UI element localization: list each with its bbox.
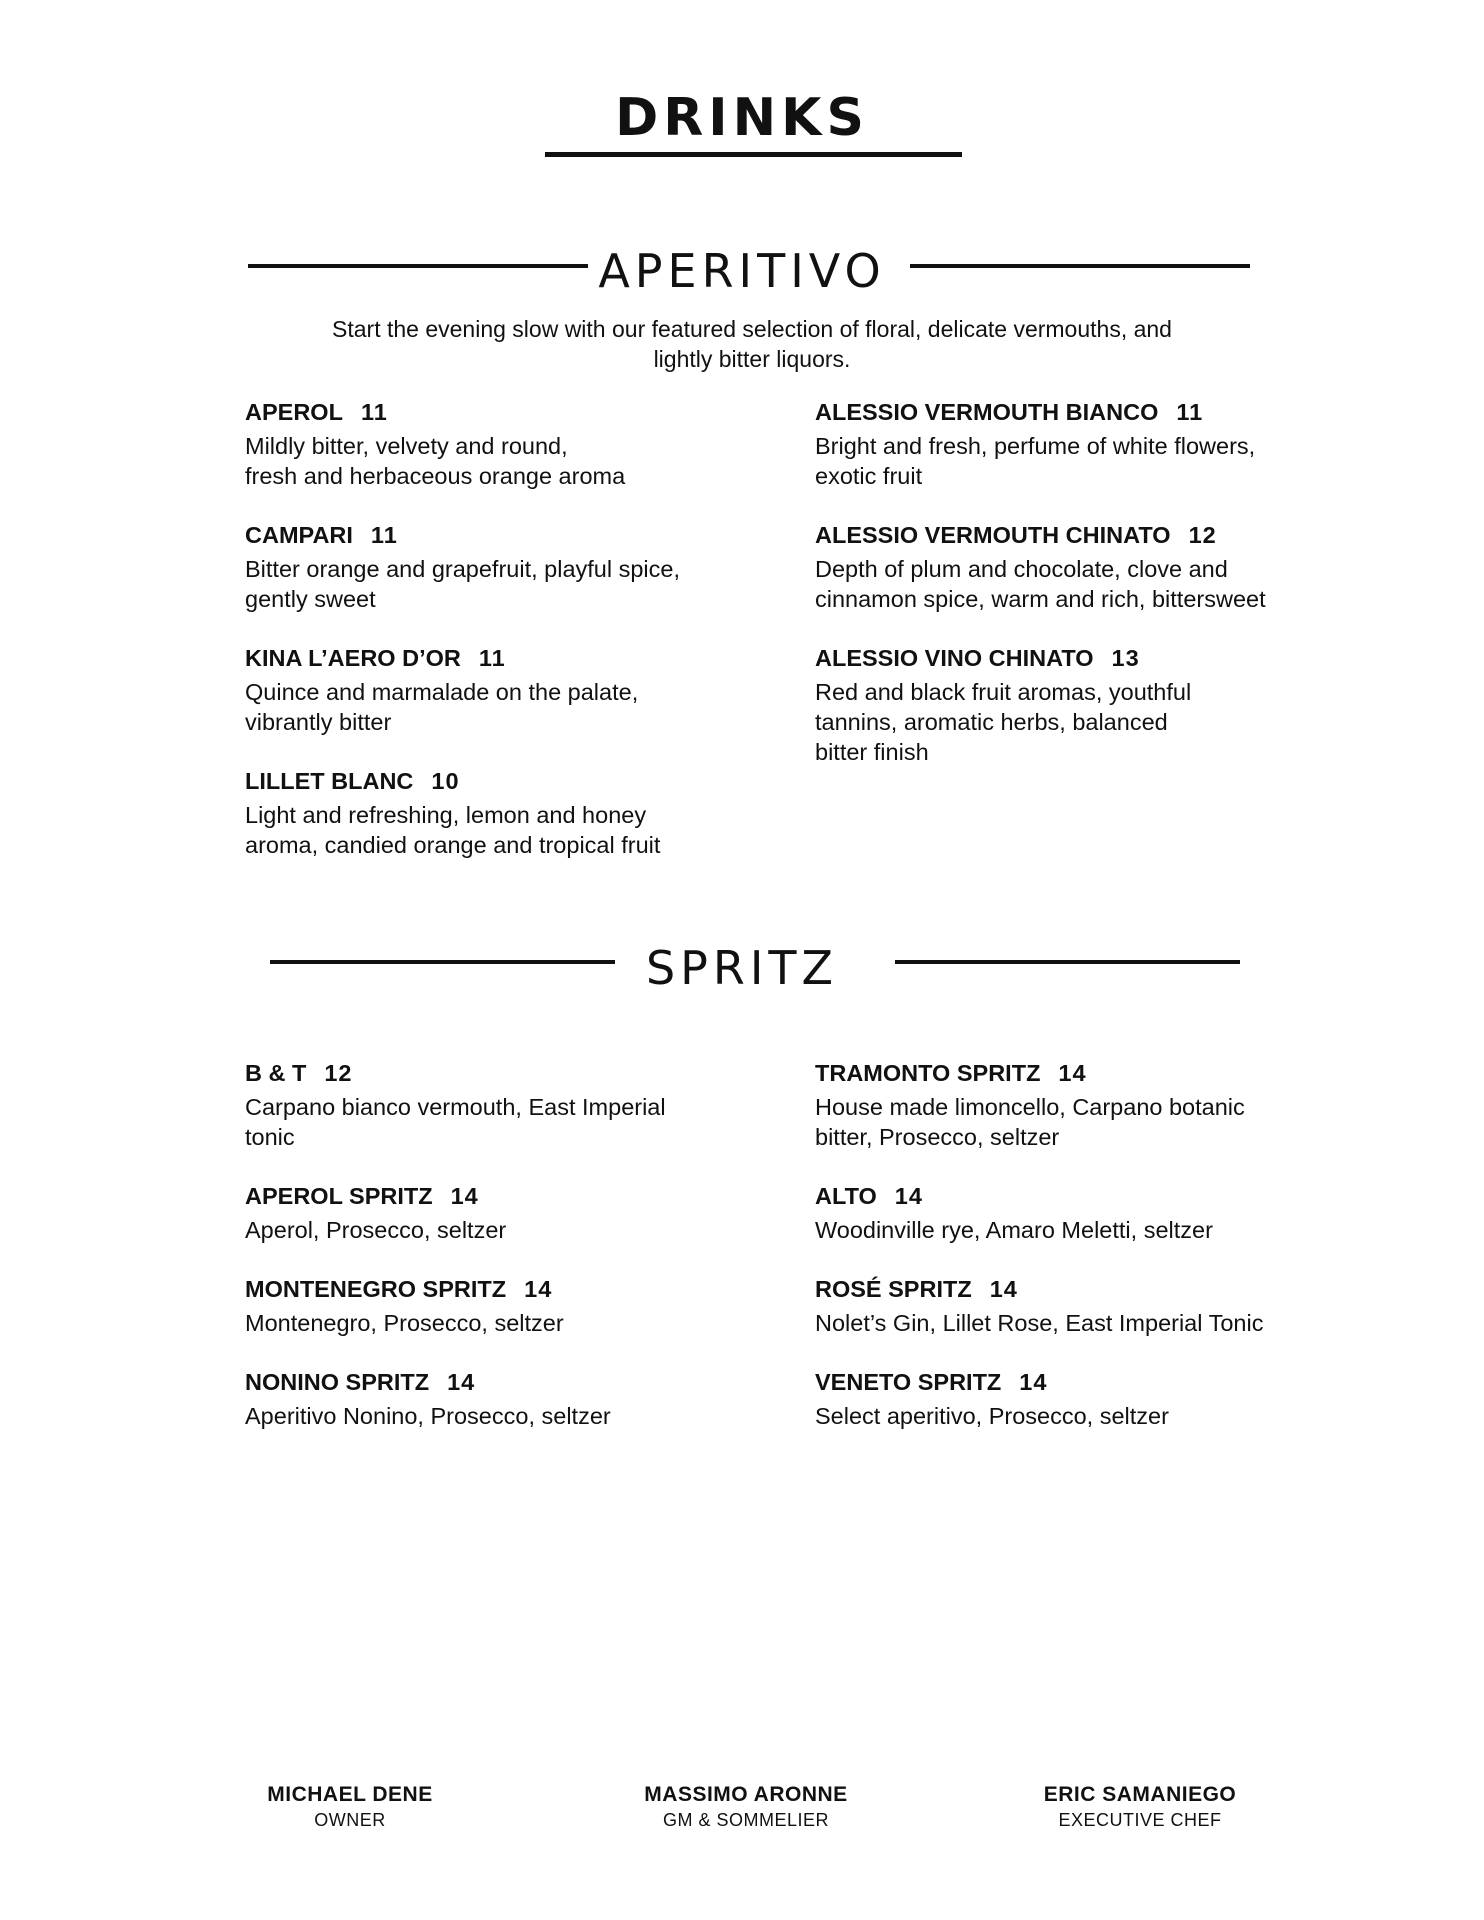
item-description: Red and black fruit aromas, youthful tannins, aromatic herbs, balanced bitter finish <box>815 679 1192 765</box>
item-name: LILLET BLANC <box>245 768 414 794</box>
item-price: 14 <box>1019 1369 1048 1395</box>
item-name: MONTENEGRO SPRITZ <box>245 1276 507 1302</box>
menu-item <box>245 397 715 491</box>
item-name: ROSÉ SPRITZ <box>815 1276 972 1302</box>
spritz-right-column <box>815 1058 1285 1460</box>
item-price: 11 <box>360 399 388 425</box>
item-price: 14 <box>1058 1060 1087 1086</box>
staff-role: EXECUTIVE CHEF <box>1058 1810 1222 1830</box>
item-name: NONINO SPRITZ <box>245 1369 430 1395</box>
item-description: Depth of plum and chocolate, clove and cinnamon spice, warm and rich, bittersweet <box>815 556 1266 612</box>
staff-member <box>960 1782 1320 1832</box>
staff-member <box>170 1782 530 1832</box>
item-price: 10 <box>431 768 460 794</box>
menu-item <box>245 1181 715 1245</box>
menu-item <box>815 397 1285 491</box>
item-description: Light and refreshing, lemon and honey aroma, candied orange and tropical fruit <box>245 802 661 858</box>
item-name: APEROL SPRITZ <box>245 1183 433 1209</box>
section-title-spritz: SPRITZ <box>645 941 839 995</box>
item-name: ALTO <box>815 1183 877 1209</box>
item-name: CAMPARI <box>245 522 353 548</box>
item-price: 14 <box>447 1369 476 1395</box>
item-price: 12 <box>324 1060 353 1086</box>
item-description: Bright and fresh, perfume of white flowers, exotic fruit <box>815 433 1256 489</box>
aperitivo-items <box>245 397 1285 889</box>
item-description: Select aperitivo, Prosecco, seltzer <box>815 1403 1169 1429</box>
section-rule-right <box>910 264 1250 268</box>
item-price: 11 <box>370 522 398 548</box>
menu-item <box>245 520 715 614</box>
item-description: Bitter orange and grapefruit, playful spice, gently sweet <box>245 556 681 612</box>
item-description: Aperol, Prosecco, seltzer <box>245 1217 507 1243</box>
item-name: KINA L’AERO D’OR <box>245 645 461 671</box>
menu-item <box>815 1274 1285 1338</box>
aperitivo-right-column <box>815 397 1285 889</box>
page-title: DRINKS <box>615 88 869 148</box>
staff-name: MASSIMO ARONNE <box>644 1783 848 1806</box>
item-price: 14 <box>450 1183 479 1209</box>
menu-item <box>245 1274 715 1338</box>
aperitivo-left-column <box>245 397 715 889</box>
staff-member <box>566 1782 926 1832</box>
item-name: APEROL <box>245 399 343 425</box>
item-price: 14 <box>524 1276 553 1302</box>
menu-item <box>815 1367 1285 1431</box>
staff-role: GM & SOMMELIER <box>662 1810 830 1830</box>
item-description: Nolet’s Gin, Lillet Rose, East Imperial Tonic <box>815 1310 1264 1336</box>
item-price: 14 <box>989 1276 1018 1302</box>
item-price: 14 <box>894 1183 923 1209</box>
menu-item <box>815 1181 1285 1245</box>
menu-item <box>815 643 1285 767</box>
menu-item <box>245 643 715 737</box>
staff-role: OWNER <box>314 1810 386 1830</box>
menu-item <box>245 1367 715 1431</box>
item-name: B & T <box>245 1060 307 1086</box>
item-description: Woodinville rye, Amaro Meletti, seltzer <box>815 1217 1213 1243</box>
section-intro: Start the evening slow with our featured selection of floral, delicate vermouths, and lightly bitter liquors. <box>332 316 1172 372</box>
spritz-left-column <box>245 1058 715 1460</box>
section-title-aperitivo: APERITIVO <box>598 244 886 298</box>
item-price: 12 <box>1188 522 1217 548</box>
item-description: Quince and marmalade on the palate, vibrantly bitter <box>245 679 639 735</box>
item-description: Montenegro, Prosecco, seltzer <box>245 1310 564 1336</box>
staff-name: MICHAEL DENE <box>267 1783 433 1806</box>
item-price: 13 <box>1111 645 1140 671</box>
menu-item <box>815 1058 1285 1152</box>
item-name: VENETO SPRITZ <box>815 1369 1002 1395</box>
item-name: ALESSIO VINO CHINATO <box>815 645 1094 671</box>
item-name: ALESSIO VERMOUTH BIANCO <box>815 399 1159 425</box>
section-rule-right <box>895 960 1240 964</box>
menu-item <box>245 766 715 860</box>
item-description: Carpano bianco vermouth, East Imperial tonic <box>245 1094 666 1150</box>
item-price: 11 <box>1176 399 1204 425</box>
item-name: ALESSIO VERMOUTH CHINATO <box>815 522 1171 548</box>
item-description: House made limoncello, Carpano botanic bitter, Prosecco, seltzer <box>815 1094 1245 1150</box>
item-price: 11 <box>478 645 506 671</box>
title-underline <box>545 152 962 157</box>
menu-item <box>815 520 1285 614</box>
spritz-items <box>245 1058 1285 1460</box>
item-name: TRAMONTO SPRITZ <box>815 1060 1041 1086</box>
staff-name: ERIC SAMANIEGO <box>1043 1783 1237 1806</box>
item-description: Aperitivo Nonino, Prosecco, seltzer <box>245 1403 611 1429</box>
menu-item <box>245 1058 715 1152</box>
item-description: Mildly bitter, velvety and round, fresh and herbaceous orange aroma <box>245 433 626 489</box>
